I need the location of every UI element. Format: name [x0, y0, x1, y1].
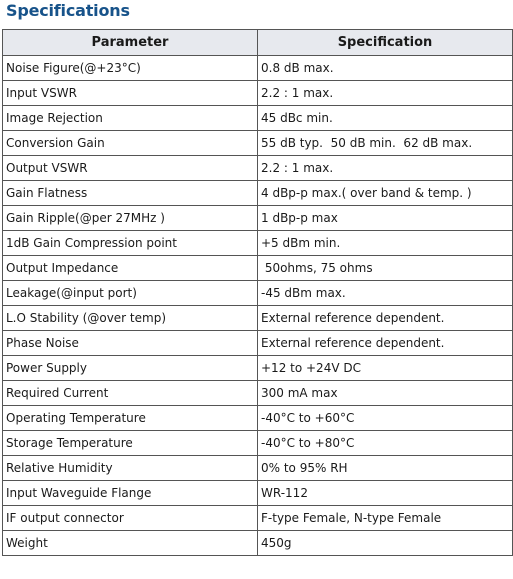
parameter-cell: Weight — [3, 531, 258, 556]
table-row — [3, 106, 513, 131]
specification-cell: F-type Female, N-type Female — [258, 506, 513, 531]
table-row — [3, 431, 513, 456]
parameter-cell: Phase Noise — [3, 331, 258, 356]
parameter-cell: Conversion Gain — [3, 131, 258, 156]
specification-cell: +12 to +24V DC — [258, 356, 513, 381]
parameter-cell: Operating Temperature — [3, 406, 258, 431]
table-row — [3, 156, 513, 181]
table-row — [3, 206, 513, 231]
table-row — [3, 131, 513, 156]
parameter-cell: Input VSWR — [3, 81, 258, 106]
specification-cell: 50ohms, 75 ohms — [258, 256, 513, 281]
parameter-cell: IF output connector — [3, 506, 258, 531]
parameter-cell: Power Supply — [3, 356, 258, 381]
parameter-cell: Required Current — [3, 381, 258, 406]
specification-cell: 300 mA max — [258, 381, 513, 406]
page-title: Specifications — [6, 1, 130, 20]
table-row — [3, 481, 513, 506]
parameter-cell: L.O Stability (@over temp) — [3, 306, 258, 331]
table-row — [3, 281, 513, 306]
column-header-parameter: Parameter — [3, 30, 258, 56]
table-row — [3, 381, 513, 406]
table-row — [3, 406, 513, 431]
parameter-cell: Image Rejection — [3, 106, 258, 131]
specifications-table — [2, 29, 513, 556]
parameter-cell: 1dB Gain Compression point — [3, 231, 258, 256]
specification-cell: External reference dependent. — [258, 331, 513, 356]
parameter-cell: Gain Flatness — [3, 181, 258, 206]
table-row — [3, 181, 513, 206]
specification-cell: 1 dBp-p max — [258, 206, 513, 231]
specification-cell: 2.2 : 1 max. — [258, 81, 513, 106]
specification-cell: 0.8 dB max. — [258, 56, 513, 81]
specification-cell: 55 dB typ. 50 dB min. 62 dB max. — [258, 131, 513, 156]
table-row — [3, 456, 513, 481]
specification-cell: 4 dBp-p max.( over band & temp. ) — [258, 181, 513, 206]
specification-cell: External reference dependent. — [258, 306, 513, 331]
specification-cell: 450g — [258, 531, 513, 556]
specification-cell: WR-112 — [258, 481, 513, 506]
table-row — [3, 306, 513, 331]
specification-cell: +5 dBm min. — [258, 231, 513, 256]
specification-cell: 45 dBc min. — [258, 106, 513, 131]
table-row — [3, 81, 513, 106]
table-row — [3, 231, 513, 256]
column-header-specification: Specification — [258, 30, 513, 56]
parameter-cell: Leakage(@input port) — [3, 281, 258, 306]
parameter-cell: Gain Ripple(@per 27MHz ) — [3, 206, 258, 231]
specification-cell: 2.2 : 1 max. — [258, 156, 513, 181]
parameter-cell: Storage Temperature — [3, 431, 258, 456]
specification-cell: 0% to 95% RH — [258, 456, 513, 481]
specification-cell: -40°C to +60°C — [258, 406, 513, 431]
parameter-cell: Noise Figure(@+23°C) — [3, 56, 258, 81]
parameter-cell: Output VSWR — [3, 156, 258, 181]
table-header-row — [3, 30, 513, 56]
specification-cell: -40°C to +80°C — [258, 431, 513, 456]
parameter-cell: Input Waveguide Flange — [3, 481, 258, 506]
parameter-cell: Relative Humidity — [3, 456, 258, 481]
table-row — [3, 356, 513, 381]
table-row — [3, 256, 513, 281]
specification-cell: -45 dBm max. — [258, 281, 513, 306]
parameter-cell: Output Impedance — [3, 256, 258, 281]
table-row — [3, 506, 513, 531]
table-row — [3, 331, 513, 356]
table-row — [3, 56, 513, 81]
table-row — [3, 531, 513, 556]
